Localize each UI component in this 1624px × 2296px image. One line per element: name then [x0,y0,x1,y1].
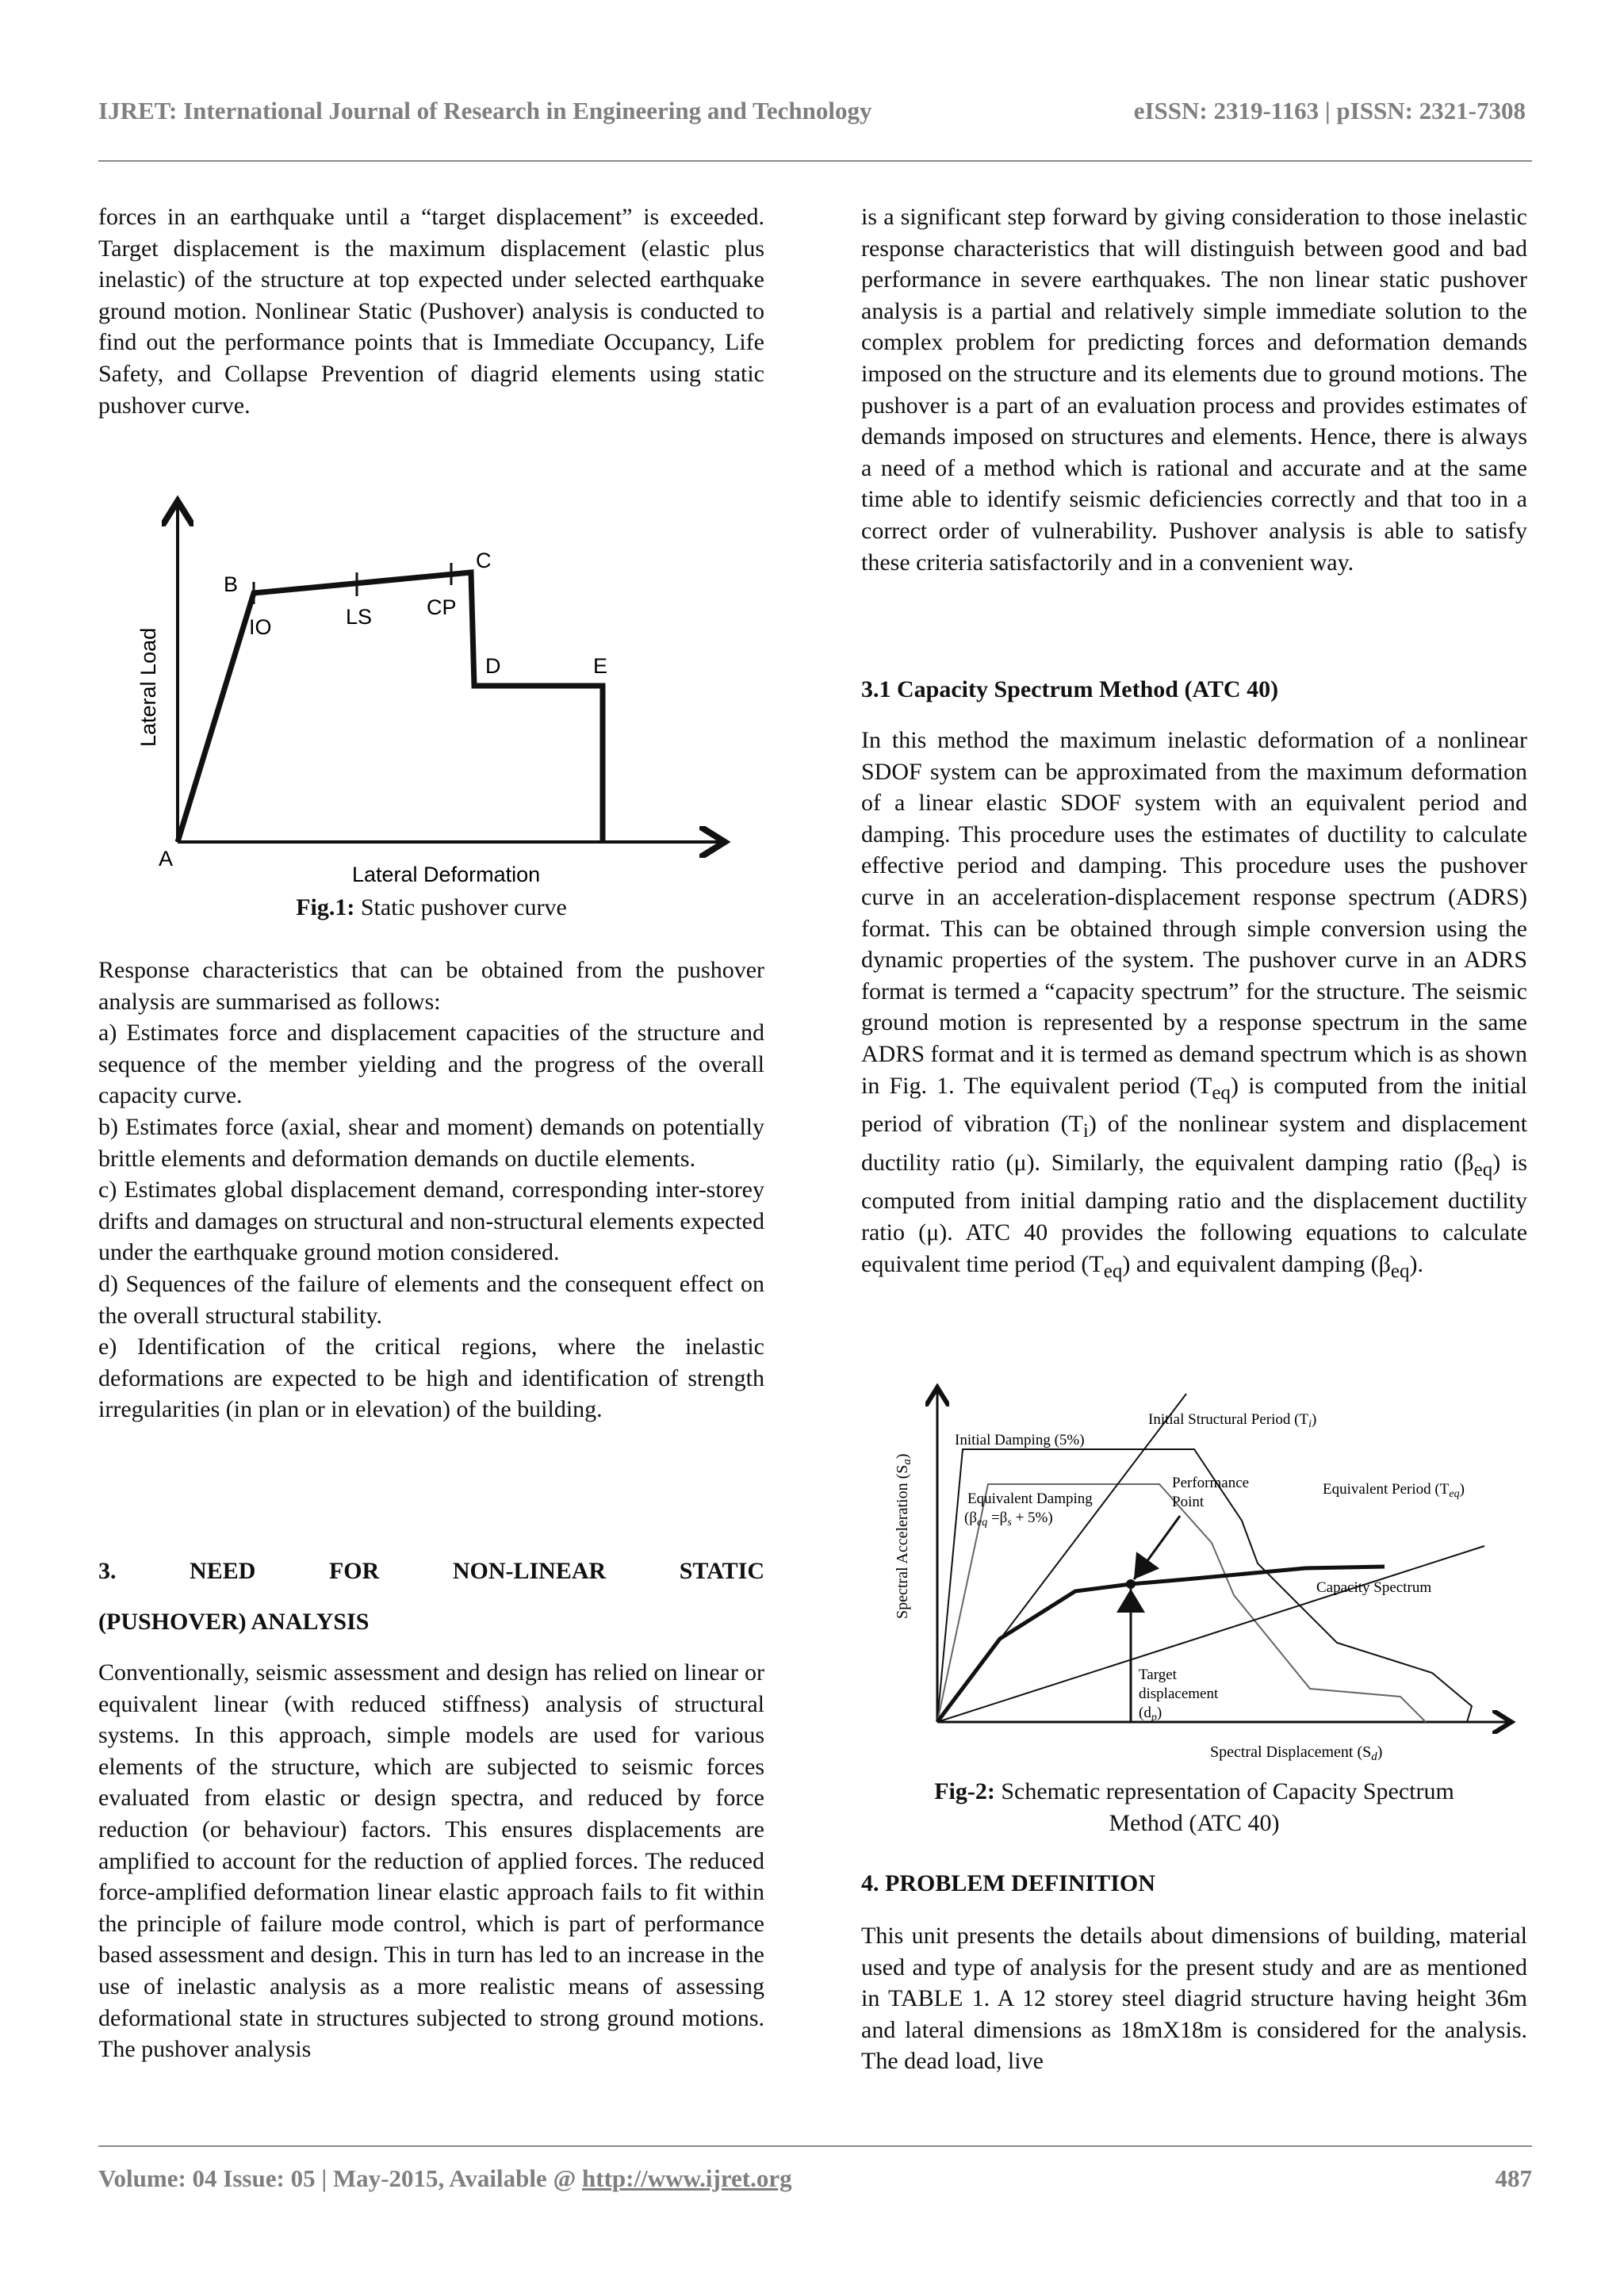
section4-body: This unit presents the details about dimensions of building, material used and type of analysis for the present study and are as mentioned in TABLE 1. A 12 storey steel diagrid structure having height 36m and lateral dimensions as 18mX18m is considered for the analysis. The dead load, live [861,1923,1527,2075]
ls-label: LS [346,605,373,629]
section4-heading: 4. PROBLEM DEFINITION [861,1870,1155,1896]
s31-sub-i: i [1082,1120,1089,1142]
s31-sub-eq: eq [1212,1081,1231,1104]
fig2-caption-text-2: Method (ATC 40) [1109,1810,1280,1836]
initial-period-label: Initial Structural Period $(T_i)$ [1148,1411,1317,1430]
journal-url-link[interactable]: http://www.ijret.org [582,2164,792,2192]
pushover-curve-chart [98,485,764,897]
section3-heading-line2: (PUSHOVER) ANALYSIS [98,1609,370,1635]
page-header [98,97,1526,132]
section3-body: Conventionally, seismic assessment and design has relied on linear or equivalent linear (with reduced stiffness) analysis of structural systems. In this approach, simple models are used for various elements of the structure, which are subjected to seismic forces evaluated from elastic or design spectra, and reduced by force reduction (or behaviour) factors. This ensures displacements are amplified to account for the reduction of applied forces. The reduced force-amplified deformation linear elastic approach fails to fit within the principle of failure mode control, which is part of performance based assessment and design. This in turn has led to an increase in the use of inelastic analysis as a more realistic means of assessing deformational state in structures subjected to strong ground motions. The pushover analysis [98,1659,764,2063]
figure-2-caption [861,1776,1527,1839]
s31-text-a: In this method the maximum inelastic deformation of a nonlinear SDOF system can be approximated from the maximum deformation of a linear elastic SDOF system with an equivalent period and damping. This procedure uses the estimates of ductility to calculate effective period and damping. This procedure uses the pushover curve in an acceleration-displacement response spectrum (ADRS) format. This can be obtained through simple conversion using the dynamic properties of the system. The pushover curve in an ADRS format is termed a “capacity spectrum” for the structure. The seismic ground motion is represented by a response spectrum in the same ADRS format and it is termed as demand spectrum which is as shown in Fig. 1. The equivalent period (T [861,727,1527,1099]
fig2-y-label: Spectral Acceleration $(S_a)$ [894,1453,914,1619]
journal-title: IJRET: International Journal of Research in Engineering and Technology [98,97,872,124]
capacity-spectrum-label: Capacity Spectrum [1316,1579,1432,1596]
s31-mu: μ [1013,1149,1027,1176]
target-label-1: Target [1139,1667,1177,1683]
response-item-a: a) Estimates force and displacement capacities of the structure and sequence of the member yielding and the progress of the overall capacity curve. [98,1020,764,1109]
initial-damping-label: Initial Damping (5%) [955,1432,1085,1448]
point-c-label: C [476,549,492,572]
io-label: IO [249,615,272,639]
footer-volume [98,2164,792,2193]
intro-paragraph: forces in an earthquake until a “target displacement” is exceeded. Target displacement is the maximum displacement (elastic plus inelastic) of the structure at top expected under selected earthquake ground motion. Nonlinear Static (Pushover) analysis is conducted to find out the performance points that is Immediate Occupancy, Life Safety, and Collapse Prevention of diagrid elements using static pushover curve. [98,204,764,419]
s31-text-g: ) and equivalent damping ( [1122,1250,1379,1277]
target-label-3: $(d_p)$ [1139,1705,1162,1724]
response-intro: Response characteristics that can be obtained from the pushover analysis are summarised as follows: [98,957,764,1015]
volume-text: Volume: 04 Issue: 05 | May-2015, Available @ [98,2164,583,2192]
page-footer [98,2164,1532,2199]
response-section [98,955,764,1425]
section31-heading: 3.1 Capacity Spectrum Method (ATC 40) [861,676,1279,702]
equiv-period-label: Equivalent Period $(T_{eq})$ [1323,1481,1465,1500]
fig2-caption-label: Fig-2: [934,1778,995,1804]
left-column [98,201,764,421]
response-item-e: e) Identification of the critical regions, where the inelastic deformations are expected to be high and identification of strength irregularities (in plan or in elevation) of the building. [98,1334,764,1423]
s31-text-d: ). Similarly, the equivalent damping ratio ( [1026,1149,1462,1176]
response-item-d: d) Sequences of the failure of elements and the consequent effect on the overall structural stability. [98,1270,764,1329]
point-d-label: D [485,654,501,678]
fig1-x-label: Lateral Deformation [352,863,541,886]
figure-1-caption [98,894,764,921]
section31-body [861,725,1527,1287]
point-e-label: E [593,654,608,678]
point-a-label: A [159,847,174,871]
s31-beta: β [1461,1149,1474,1176]
figure-2 [861,1381,1527,1777]
fig1-y-label: Lateral Load [136,627,160,747]
s31-text-e: ) is computed from initial damping ratio and the displacement ductility ratio ( [861,1149,1527,1246]
s31-beta2: β [1378,1250,1391,1277]
performance-arrow [1134,1516,1180,1579]
fig1-caption-label: Fig.1: [296,894,355,920]
response-item-b: b) Estimates force (axial, shear and moment) demands on potentially brittle elements and deformation demands on ductile elements. [98,1113,764,1172]
response-item-c: c) Estimates global displacement demand, corresponding inter-storey drifts and damages on structural and non-structural elements expected under the earthquake ground motion considered. [98,1177,764,1266]
s31-text-b: ) is computed from the initial period of vibration (T [861,1072,1527,1138]
s31-sub-eq4: eq [1390,1260,1410,1282]
right-column [861,201,1527,578]
footer-rule [98,2145,1532,2147]
s31-text-f: ). ATC 40 provides the following equations to calculate equivalent time period (T [861,1219,1528,1277]
page-number: 487 [1495,2164,1532,2192]
section3-heading-line1: 3. NEED FOR NON-LINEAR STATIC [98,1558,764,1584]
cp-label: CP [427,595,457,619]
s31-text-c: ) of the nonlinear system and displacement ductility ratio ( [861,1111,1527,1176]
s31-sub-eq3: eq [1103,1260,1123,1282]
figure-1 [98,485,764,929]
s31-mu2: μ [926,1219,940,1246]
equiv-damping-label-1: Equivalent Damping [967,1490,1093,1507]
right-intro-paragraph: is a significant step forward by giving consideration to those inelastic response characteristics that will distinguish between good and bad performance in severe earthquakes. The non linear static pushover analysis is a partial and relatively simple immediate solution to the complex problem for predicting forces and deformation demands imposed on the structure and its elements due to ground motions. The pushover is a part of an evaluation process and provides estimates of demands imposed on structures and elements. Hence, there is always a need of a method which is rational and accurate and at the same time able to identify seismic deficiencies correctly and that too in a correct order of vulnerability. Pushover analysis is able to satisfy these criteria satisfactorily and in a convenient way. [861,204,1527,576]
capacity-spectrum-chart [861,1381,1527,1777]
target-label-2: displacement [1139,1686,1219,1702]
fig2-x-label: Spectral Displacement $(S_d)$ [1210,1743,1383,1763]
performance-label-2: Point [1172,1494,1205,1510]
header-rule [98,160,1532,162]
fig2-caption-text-1: Schematic representation of Capacity Spectrum [994,1778,1454,1804]
fig1-caption-text: Static pushover curve [354,894,567,920]
s31-sub-eq2: eq [1473,1158,1493,1181]
equiv-damping-label-2: $(\beta_{eq} =\beta_s + 5\%)$ [964,1510,1053,1529]
performance-point [1126,1579,1136,1589]
issn-info: eISSN: 2319-1163 | pISSN: 2321-7308 [1133,97,1526,124]
performance-label-1: Performance [1172,1475,1250,1491]
pushover-curve [178,572,603,842]
s31-text-h: ). [1409,1250,1423,1277]
point-b-label: B [224,572,239,596]
